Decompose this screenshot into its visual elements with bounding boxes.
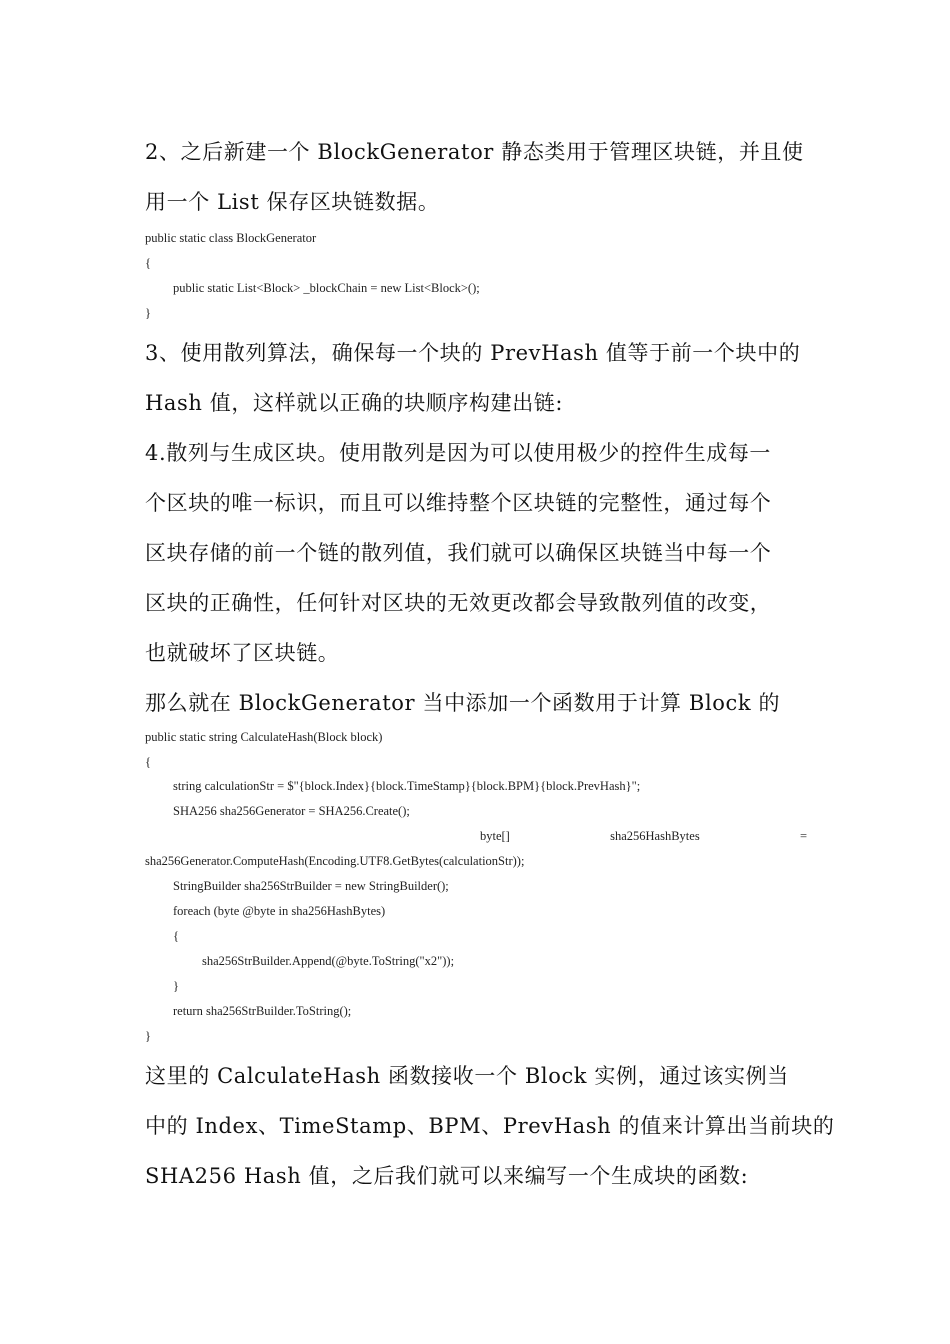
code-line: sha256Generator.ComputeHash(Encoding.UTF8.GetBytes(calculationStr)); bbox=[145, 854, 525, 869]
code-token: = bbox=[799, 829, 807, 844]
code-line: public static string CalculateHash(Block block) bbox=[145, 729, 383, 744]
code-block-block-generator bbox=[145, 226, 807, 326]
code-line: { bbox=[145, 754, 151, 769]
paragraph-step-3 bbox=[145, 328, 807, 428]
text-line: 区块存储的前一个链的散列值，我们就可以确保区块链当中每一个 bbox=[145, 540, 772, 565]
code-line: public static class BlockGenerator bbox=[145, 231, 317, 245]
text-line: SHA256 Hash 值，之后我们就可以来编写一个生成块的函数: bbox=[145, 1164, 749, 1189]
code-line: } bbox=[145, 1028, 151, 1043]
code-line: return sha256StrBuilder.ToString(); bbox=[173, 1003, 352, 1018]
code-token: byte[] bbox=[480, 829, 510, 844]
code-line-justified bbox=[145, 824, 807, 849]
paragraph-add-function bbox=[145, 678, 807, 728]
paragraph-step-2 bbox=[145, 127, 807, 227]
code-block-calculate-hash bbox=[145, 725, 807, 1049]
code-line: string calculationStr = $"{block.Index}{block.TimeStamp}{block.BPM}{block.PrevHash}"; bbox=[173, 779, 641, 794]
paragraph-calculate-hash-explanation bbox=[145, 1051, 835, 1201]
code-token: sha256HashBytes bbox=[610, 829, 700, 844]
code-line: public static List<Block> _blockChain = new List<Block>(); bbox=[173, 280, 480, 295]
code-line: StringBuilder sha256StrBuilder = new StringBuilder(); bbox=[173, 879, 449, 894]
text-line: 也就破坏了区块链。 bbox=[145, 640, 340, 665]
text-line: 那么就在 BlockGenerator 当中添加一个函数用于计算 Block 的 bbox=[145, 690, 781, 715]
text-line: 中的 Index、TimeStamp、BPM、PrevHash 的值来计算出当前块的 bbox=[145, 1114, 835, 1139]
code-line: } bbox=[173, 978, 179, 993]
text-line: 用一个 List 保存区块链数据。 bbox=[145, 190, 440, 214]
code-line: sha256StrBuilder.Append(@byte.ToString("x2")); bbox=[202, 953, 455, 968]
code-line: } bbox=[145, 305, 151, 320]
code-line: { bbox=[173, 928, 179, 943]
code-line: { bbox=[145, 255, 151, 270]
text-line: 这里的 CalculateHash 函数接收一个 Block 实例，通过该实例当 bbox=[145, 1064, 789, 1089]
text-line: 区块的正确性，任何针对区块的无效更改都会导致散列值的改变， bbox=[145, 590, 772, 615]
text-line: 4.散列与生成区块。使用散列是因为可以使用极少的控件生成每一 bbox=[145, 440, 772, 465]
text-line: 3、使用散列算法，确保每一个块的 PrevHash 值等于前一个块中的 bbox=[145, 340, 801, 365]
text-line: Hash 值，这样就以正确的块顺序构建出链: bbox=[145, 390, 564, 415]
text-line: 个区块的唯一标识，而且可以维持整个区块链的完整性，通过每个 bbox=[145, 490, 772, 515]
code-line: foreach (byte @byte in sha256HashBytes) bbox=[173, 903, 386, 918]
paragraph-step-4 bbox=[145, 428, 807, 678]
text-line: 2、之后新建一个 BlockGenerator 静态类用于管理区块链，并且使 bbox=[145, 140, 804, 164]
document-body bbox=[145, 127, 835, 1201]
code-line: SHA256 sha256Generator = SHA256.Create(); bbox=[173, 804, 410, 819]
